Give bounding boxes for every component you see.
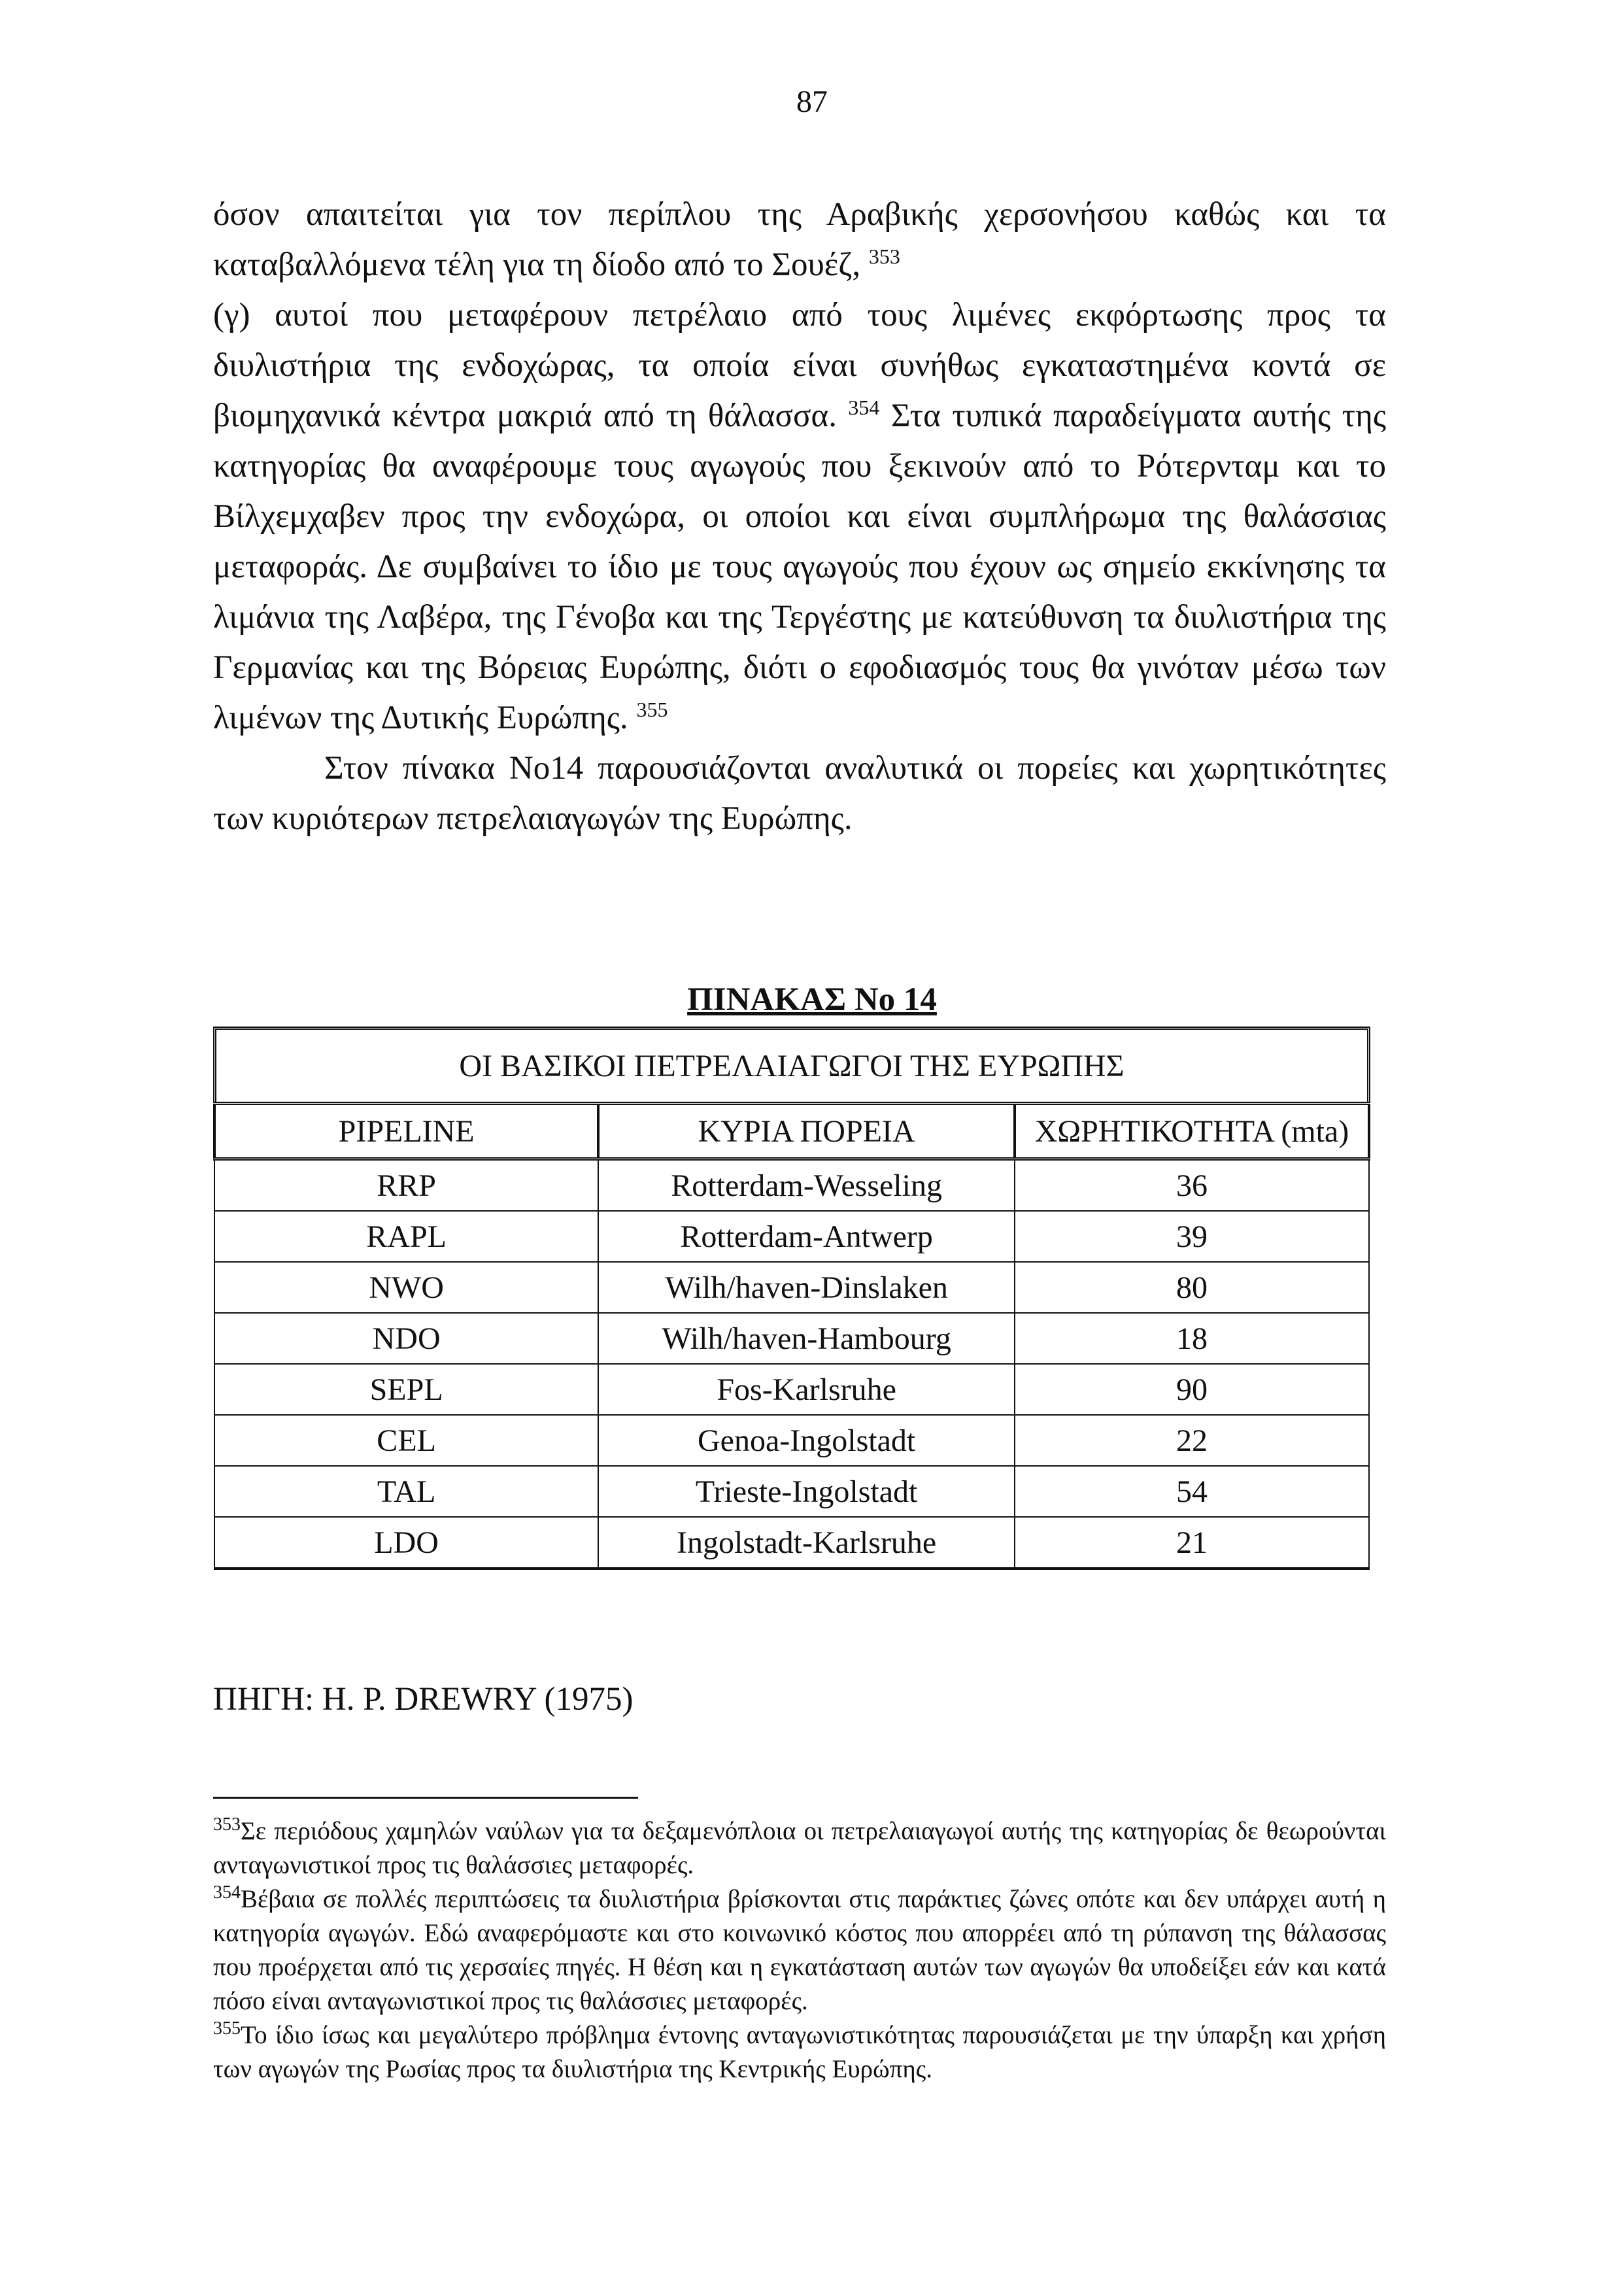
footnote-ref-353: 353 [868,245,900,268]
pipeline-cell: NWO [214,1262,598,1313]
pipeline-cell: CEL [214,1415,598,1466]
route-cell: Wilh/haven-Dinslaken [598,1262,1015,1313]
route-cell: Rotterdam-Antwerp [598,1211,1015,1262]
capacity-cell: 80 [1015,1262,1369,1313]
paragraph-3: Στον πίνακα No14 παρουσιάζονται αναλυτικά οι πορείες και χωρητικότητες των κυριότερων πετρελαιαγωγών της Ευρώπης. [213,750,1386,837]
footnote-number: 353 [213,1814,241,1835]
footnote-text: Βέβαια σε πολλές περιπτώσεις τα διυλιστήρια βρίσκονται στις παράκτιες ζώνες οπότε και δεν υπάρχει αυτή η κατηγορία αγωγών. Εδώ αναφερόμαστε και στο κοινωνικό κόστος που απορρέει από τη ρύπανση της θάλασσας που προέρχεται από τις χερσαίες πηγές. Η θέση και η εγκατάσταση αυτών των αγωγών θα υποδείξει εάν και κατά πόσο είναι ανταγωνιστικοί προς τις θαλάσσιες μεταφορές. [213,1885,1386,2015]
capacity-cell: 90 [1015,1364,1369,1415]
capacity-cell: 36 [1015,1159,1369,1212]
pipeline-cell: RAPL [214,1211,598,1262]
pipelines-table [213,1102,1370,1570]
footnote-number: 354 [213,1882,241,1903]
footnote-ref-355: 355 [636,698,668,721]
capacity-cell: 18 [1015,1313,1369,1364]
pipeline-cell: NDO [214,1313,598,1364]
column-header-route: ΚΥΡΙΑ ΠΟΡΕΙΑ [598,1104,1015,1159]
pipeline-cell: RRP [214,1159,598,1212]
paragraph-1 [213,190,1386,290]
footnote-divider [213,1797,638,1799]
pipeline-cell: TAL [214,1466,598,1517]
route-cell: Wilh/haven-Hambourg [598,1313,1015,1364]
table-heading: ΟΙ ΒΑΣΙΚΟΙ ΠΕΤΡΕΛΑΙΑΓΩΓΟΙ ΤΗΣ ΕΥΡΩΠΗΣ [213,1027,1370,1102]
page-number: 87 [796,84,828,119]
footnotes [213,1814,1386,2086]
table-row [214,1415,1369,1466]
table-row [214,1313,1369,1364]
table-row [214,1262,1369,1313]
paragraph-2-text-a: (γ) αυτοί που μεταφέρουν πετρέλαιο από τους λιμένες εκφόρτωσης προς τα διυλιστήρια της ενδοχώρας, τα οποία είναι συνήθως εγκαταστημένα κοντά σε βιομηχανικά κέντρα μακριά από τη θάλασσα. [213,297,1386,434]
body-text [213,190,1386,844]
table-row [214,1517,1369,1569]
route-cell: Ingolstadt-Karlsruhe [598,1517,1015,1569]
route-cell: Genoa-Ingolstadt [598,1415,1015,1466]
table-row [214,1211,1369,1262]
footnote-353 [213,1814,1386,1882]
capacity-cell: 39 [1015,1211,1369,1262]
paragraph-2 [213,290,1386,743]
table-row [214,1159,1369,1212]
table-header-row [214,1104,1369,1159]
footnote-text: Το ίδιο ίσως και μεγαλύτερο πρόβλημα έντονης ανταγωνιστικότητας παρουσιάζεται με την ύπαρξη και χρήση των αγωγών της Ρωσίας προς τα διυλιστήρια της Κεντρικής Ευρώπης. [213,2021,1386,2083]
pipeline-cell: SEPL [214,1364,598,1415]
route-cell: Trieste-Ingolstadt [598,1466,1015,1517]
pipeline-cell: LDO [214,1517,598,1569]
footnote-355 [213,2018,1386,2086]
capacity-cell: 22 [1015,1415,1369,1466]
column-header-capacity: ΧΩΡΗΤΙΚΟΤΗΤΑ (mta) [1015,1104,1369,1159]
footnote-ref-354: 354 [848,396,880,419]
capacity-cell: 21 [1015,1517,1369,1569]
footnote-text: Σε περιόδους χαμηλών ναύλων για τα δεξαμενόπλοια οι πετρελαιαγωγοί αυτής της κατηγορίας δε θεωρούνται ανταγωνιστικοί προς τις θαλάσσιες μεταφορές. [213,1817,1386,1879]
table-row [214,1466,1369,1517]
table-title: ΠΙΝΑΚΑΣ No 14 [687,981,937,1018]
pipelines-table-container [213,1027,1370,1570]
route-cell: Fos-Karlsruhe [598,1364,1015,1415]
footnote-number: 355 [213,2018,241,2039]
column-header-pipeline: PIPELINE [214,1104,598,1159]
table-source: ΠΗΓΗ: H. P. DREWRY (1975) [213,1681,634,1718]
route-cell: Rotterdam-Wesseling [598,1159,1015,1212]
paragraph-1-text: όσον απαιτείται για τον περίπλου της Αραβικής χερσονήσου καθώς και τα καταβαλλόμενα τέλη για τη δίοδο από το Σουέζ, [213,196,1386,283]
capacity-cell: 54 [1015,1466,1369,1517]
paragraph-2-text-b: Στα τυπικά παραδείγματα αυτής της κατηγορίας θα αναφέρουμε τους αγωγούς που ξεκινούν από το Ρότερνταμ και το Βίλχεμχαβεν προς την ενδοχώρα, οι οποίοι και είναι συμπλήρωμα της θαλάσσιας μεταφοράς. Δε συμβαίνει το ίδιο με τους αγωγούς που έχουν ως σημείο εκκίνησης τα λιμάνια της Λαβέρα, της Γένοβα και της Τεργέστης με κατεύθυνση τα διυλιστήρια της Γερμανίας και της Βόρειας Ευρώπης, διότι ο εφοδιασμός τους θα γινόταν μέσω των λιμένων της Δυτικής Ευρώπης. [213,398,1387,736]
table-row [214,1364,1369,1415]
footnote-354 [213,1882,1386,2018]
